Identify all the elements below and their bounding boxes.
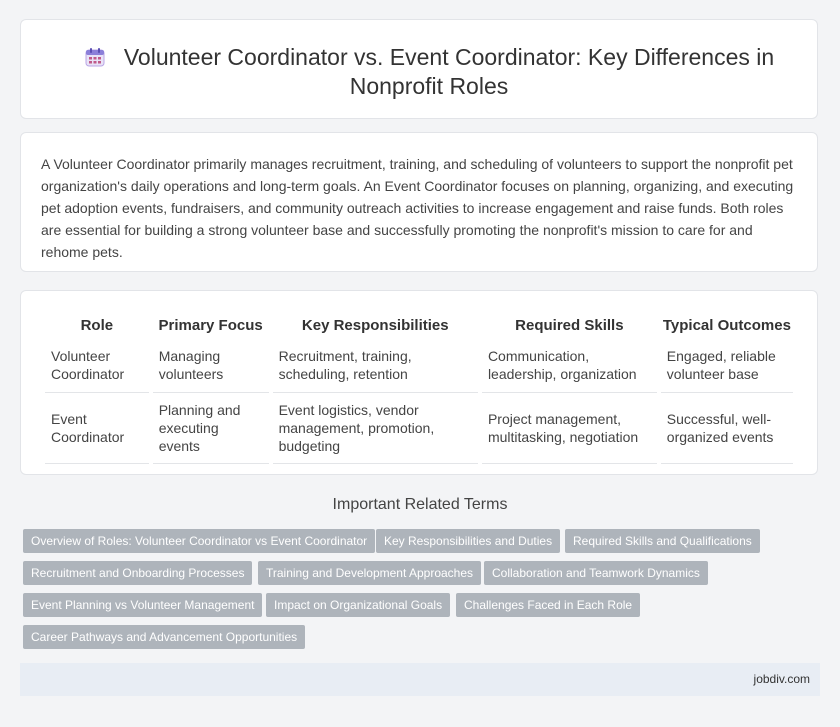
related-term-tag[interactable]: Training and Development Approaches bbox=[258, 561, 481, 585]
column-header: Required Skills bbox=[515, 317, 624, 334]
page-title-wrap bbox=[61, 43, 797, 101]
table-cell: Volunteer Coordinator bbox=[45, 338, 149, 393]
related-term-tag[interactable]: Event Planning vs Volunteer Management bbox=[23, 593, 262, 617]
column-header: Key Responsibilities bbox=[301, 317, 449, 334]
column-header: Role bbox=[80, 317, 114, 334]
column-header: Primary Focus bbox=[158, 317, 263, 334]
related-term-tag[interactable]: Impact on Organizational Goals bbox=[266, 593, 450, 617]
page-title: Volunteer Coordinator vs. Event Coordinator: Key Differences in Nonprofit Roles bbox=[123, 44, 775, 99]
footer-site[interactable]: jobdiv.com bbox=[753, 672, 810, 686]
related-term-tag[interactable]: Recruitment and Onboarding Processes bbox=[23, 561, 252, 585]
related-term-tag[interactable]: Required Skills and Qualifications bbox=[565, 529, 760, 553]
table-cell: Managing volunteers bbox=[153, 338, 269, 393]
intro-card bbox=[20, 132, 818, 272]
header-card bbox=[20, 19, 818, 119]
table-cell: Project management, multitasking, negotiation bbox=[482, 393, 657, 464]
related-term-tag[interactable]: Challenges Faced in Each Role bbox=[456, 593, 640, 617]
calendar-icon bbox=[84, 46, 106, 68]
table-cell: Engaged, reliable volunteer base bbox=[661, 338, 793, 393]
table-cell: Event logistics, vendor management, promotion, budgeting bbox=[273, 393, 478, 464]
intro-text: A Volunteer Coordinator primarily manages recruitment, training, and scheduling of volunteers to support the nonprofit pet organization's daily operations and long-term goals. An Event Coordinator focuses on planning, organizing, and executing pet adoption events, fundraisers, and community outreach activities to increase engagement and raise funds. Both roles are essential for building a strong volunteer base and successfully promoting the nonprofit's mission to care for and rehome pets. bbox=[41, 156, 794, 260]
table-cell: Communication, leadership, organization bbox=[482, 338, 657, 393]
footer bbox=[20, 663, 820, 696]
table-cell: Planning and executing events bbox=[153, 393, 269, 464]
table-cell: Recruitment, training, scheduling, retention bbox=[273, 338, 478, 393]
related-terms-title: Important Related Terms bbox=[332, 496, 508, 513]
table-cell: Successful, well-organized events bbox=[661, 393, 793, 464]
table-cell: Event Coordinator bbox=[45, 393, 149, 464]
related-term-tag[interactable]: Key Responsibilities and Duties bbox=[376, 529, 560, 553]
column-header: Typical Outcomes bbox=[662, 317, 791, 334]
comparison-table bbox=[41, 313, 797, 464]
related-term-tag[interactable]: Overview of Roles: Volunteer Coordinator vs Event Coordinator bbox=[23, 529, 375, 553]
table-row bbox=[45, 393, 793, 464]
comparison-table-card bbox=[20, 290, 818, 475]
table-row bbox=[45, 338, 793, 393]
related-term-tag[interactable]: Collaboration and Teamwork Dynamics bbox=[484, 561, 708, 585]
related-term-tag[interactable]: Career Pathways and Advancement Opportunities bbox=[23, 625, 305, 649]
